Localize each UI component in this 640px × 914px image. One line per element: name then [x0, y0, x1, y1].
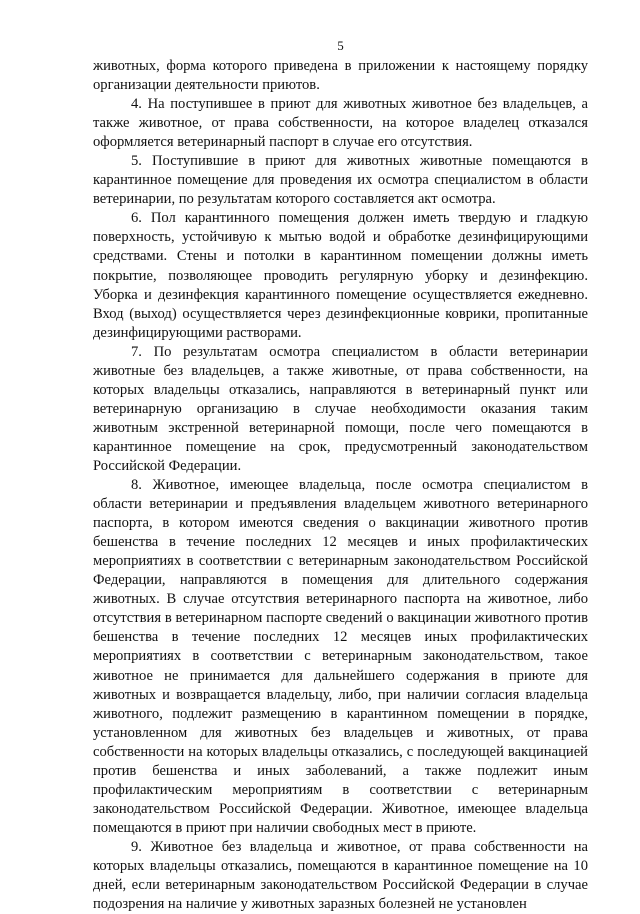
paragraph-item-4: 4. На поступившее в приют для животных животное без владельцев, а также животное, от права собственности, на которое владелец отказался оформляется ветеринарный паспорт в случае его отсутствия.: [93, 96, 588, 151]
paragraph-item-5: 5. Поступившие в приют для животных животные помещаются в карантинное помещение для проведения их осмотра специалистом в области ветеринарии, по результатам которого составляется акт осмотра.: [93, 153, 588, 208]
paragraph-item-8: 8. Животное, имеющее владельца, после осмотра специалистом в области ветеринарии и предъявления владельцем животного ветеринарного паспорта, в котором имеются сведения о вакцинации животного против бешенства в течение последних 12 месяцев и иных профилактических мероприятиях в соответствии с ветеринарным законодательством Российской Федерации, направляются в помещения для длительного содержания животных. В случае отсутствия ветеринарного паспорта на животное, либо отсутствия в ветеринарном паспорте сведений о вакцинации животного против бешенства в течение последних 12 месяцев иных профилактических мероприятиях в соответствии с ветеринарным законодательством, такое животное не принимается для дальнейшего содержания в приюте для животных и возвращается владельцу, либо, при наличии согласия владельца животного, подлежит размещению в карантинном помещении в порядке, установленном для животных без владельцев и животных, от права собственности на которых владельцы отказались, с последующей вакцинацией против бешенства и иных заболеваний, а также подлежит иным профилактическим мероприятиям в соответствии с ветеринарным законодательством Российской Федерации. Животное, имеющее владельца помещаются в приют при наличии свободных мест в приюте.: [93, 477, 588, 836]
paragraph-item-9: 9. Животное без владельца и животное, от права собственности на которых владельцы отказались, помещаются в карантинное помещение на 10 дней, если ветеринарным законодательством Российской Федерации в случае подозрения на наличие у животных заразных болезней не установлен: [93, 838, 588, 913]
paragraph-item-6: 6. Пол карантинного помещения должен иметь твердую и гладкую поверхность, устойчивую к мытью водой и обработке дезинфицирующими средствами. Стены и потолки в карантинном помещении должны иметь покрытие, позволяющее проводить регулярную уборку и дезинфекцию. Уборка и дезинфекция карантинного помещение осуществляется ежедневно. Вход (выход) осуществляется через дезинфекционные коврики, пропитанные дезинфицирующими растворами.: [93, 210, 588, 341]
page-number: 5: [337, 38, 344, 53]
paragraph-item-7: 7. По результатам осмотра специалистом в области ветеринарии животные без владельцев, а также животные, от права собственности, на которых владельцы отказались, направляются в ветеринарный пункт или ветеринарную организацию в случае необходимости оказания таким животным экстренной ветеринарной помощи, после чего помещаются в карантинное помещение на срок, предусмотренный законодательством Российской Федерации.: [93, 343, 588, 474]
paragraph-continuation: животных, форма которого приведена в приложении к настоящему порядку организации деятельности приютов.: [93, 58, 588, 94]
